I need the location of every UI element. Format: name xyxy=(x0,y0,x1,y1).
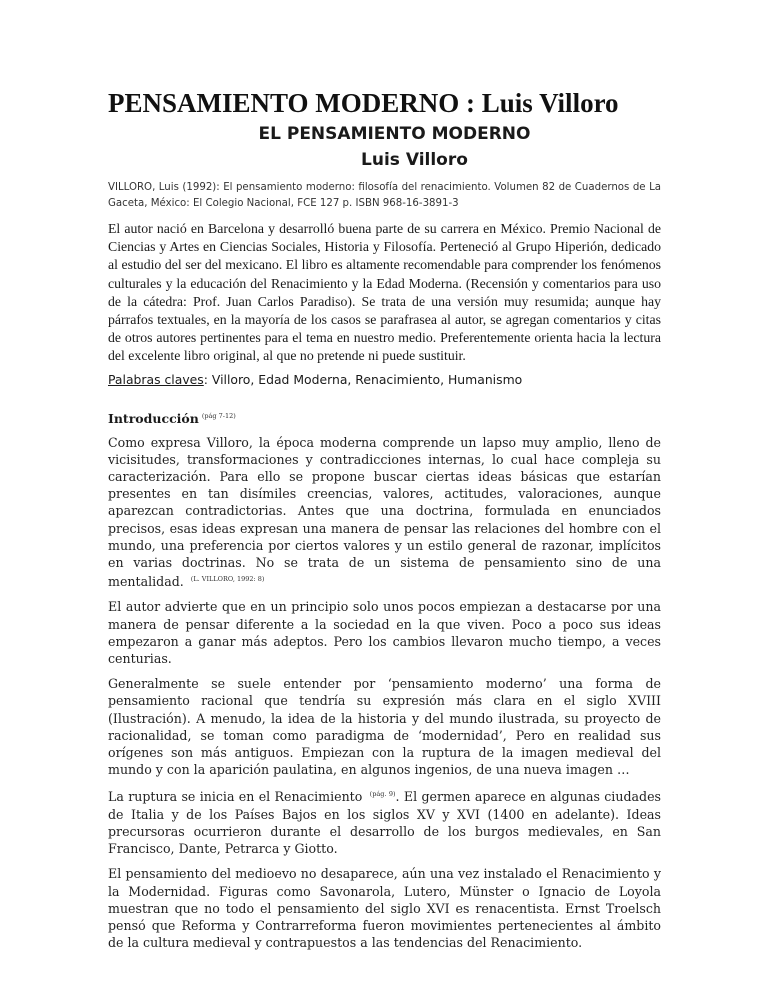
body-paragraph-2: El autor advierte que en un principio solo unos pocos empiezan a destacarse por una manera de pensar diferente a la sociedad en la que viven. Poco a poco sus ideas empezaron a ganar más adeptos. Pero los cambios llevaron mucho tiempo, a veces centurias. xyxy=(108,599,661,667)
section-heading xyxy=(108,411,661,426)
paragraph-4-citation: (pág. 9) xyxy=(369,790,396,799)
keywords-line xyxy=(108,372,661,387)
body-paragraph-1 xyxy=(108,434,661,591)
section-heading-citation: (pág 7-12) xyxy=(201,411,236,420)
paragraph-4-text-a: La ruptura se inicia en el Renacimiento xyxy=(108,789,363,805)
section-heading-text: Introducción xyxy=(108,410,199,426)
body-paragraph-5: El pensamiento del medioevo no desaparece, aún una vez instalado el Renacimiento y la Modernidad. Figuras como Savonarola, Lutero, Münster o Ignacio de Loyola muestran que no todo el pensamiento del siglo XVI es renacentista. Ernst Troelsch pensó que Reforma y Contrarreforma fueron movimientes pertenecientes al ámbito de la cultura medieval y contrapuestos a las tendencias del Renacimiento. xyxy=(108,866,661,951)
keywords-label: Palabras claves xyxy=(108,371,204,387)
keywords-value: : Villoro, Edad Moderna, Renacimiento, Humanismo xyxy=(203,371,523,387)
bibliographic-reference: VILLORO, Luis (1992): El pensamiento moderno: filosofía del renacimiento. Volumen 82 de Cuadernos de La Gaceta, México: El Colegio Nacional, FCE 127 p. ISBN 968-16-3891-3 xyxy=(108,182,661,209)
paragraph-4-text-b: . El germen aparece en algunas ciudades de Italia y de los Países Bajos en los siglos XV y XVI (1400 en adelante). Ideas precursoras ocurrieron durante el desarrollo de los burgos medievales, en San Francisco, Dante, Petrarca y Giotto. xyxy=(108,789,661,857)
paragraph-1-citation: (L. VILLORO, 1992: 8) xyxy=(190,575,265,584)
document-author: Luis Villoro xyxy=(361,150,468,170)
document-page xyxy=(108,88,661,951)
document-title: PENSAMIENTO MODERNO : Luis Villoro xyxy=(108,88,619,118)
body-paragraph-3: Generalmente se suele entender por ‘pensamiento moderno’ una forma de pensamiento racional que tendría su expresión más clara en el siglo XVIII (Ilustración). A menudo, la idea de la historia y del mundo ilustrada, su proyecto de racionalidad, se toman como paradigma de ‘modernidad’, Pero en realidad sus orígenes son más antiguos. Empiezan con la ruptura de la imagen medieval del mundo y con la aparición paulatina, en algunos ingenios, de una nueva imagen … xyxy=(108,676,661,778)
abstract-paragraph: El autor nació en Barcelona y desarrolló buena parte de su carrera en México. Premio Nacional de Ciencias y Artes en Ciencias Sociales, Historia y Filosofía. Perteneció al Grupo Hiperión, dedicado al estudio del ser del mexicano. El libro es altamente recomendable para comprender los fenómenos culturales y la educación del Renacimiento y la Edad Moderna. (Recensión y comentarios para uso de la cátedra: Prof. Juan Carlos Paradiso). Se trata de una versión muy resumida; aunque hay párrafos textuales, en la mayoría de los casos se parafrasea al autor, se agregan comentarios y citas de otros autores pertinentes para el tema en nuestro medio. Preferentemente orienta hacia la lectura del excelente libro original, al que no pretende ni puede sustituir. xyxy=(108,221,661,364)
paragraph-1-text: Como expresa Villoro, la época moderna comprende un lapso muy amplio, lleno de vicisitudes, transformaciones y contradicciones internas, lo cual hace compleja su caracterización. Para ello se propone buscar ciertas ideas básicas que estarían presentes en tan disímiles creencias, valores, actitudes, valoraciones, aunque aparezcan contradictorias. Antes que una doctrina, formulada en enunciados precisos, esas ideas expresan una manera de pensar las relaciones del hombre con el mundo, una preferencia por ciertos valores y un estilo general de razonar, implícitos en varias doctrinas. No se trata de un sistema de pensamiento sino de una mentalidad. xyxy=(108,434,661,590)
body-paragraph-4 xyxy=(108,786,661,857)
document-subtitle: EL PENSAMIENTO MODERNO xyxy=(258,124,531,144)
